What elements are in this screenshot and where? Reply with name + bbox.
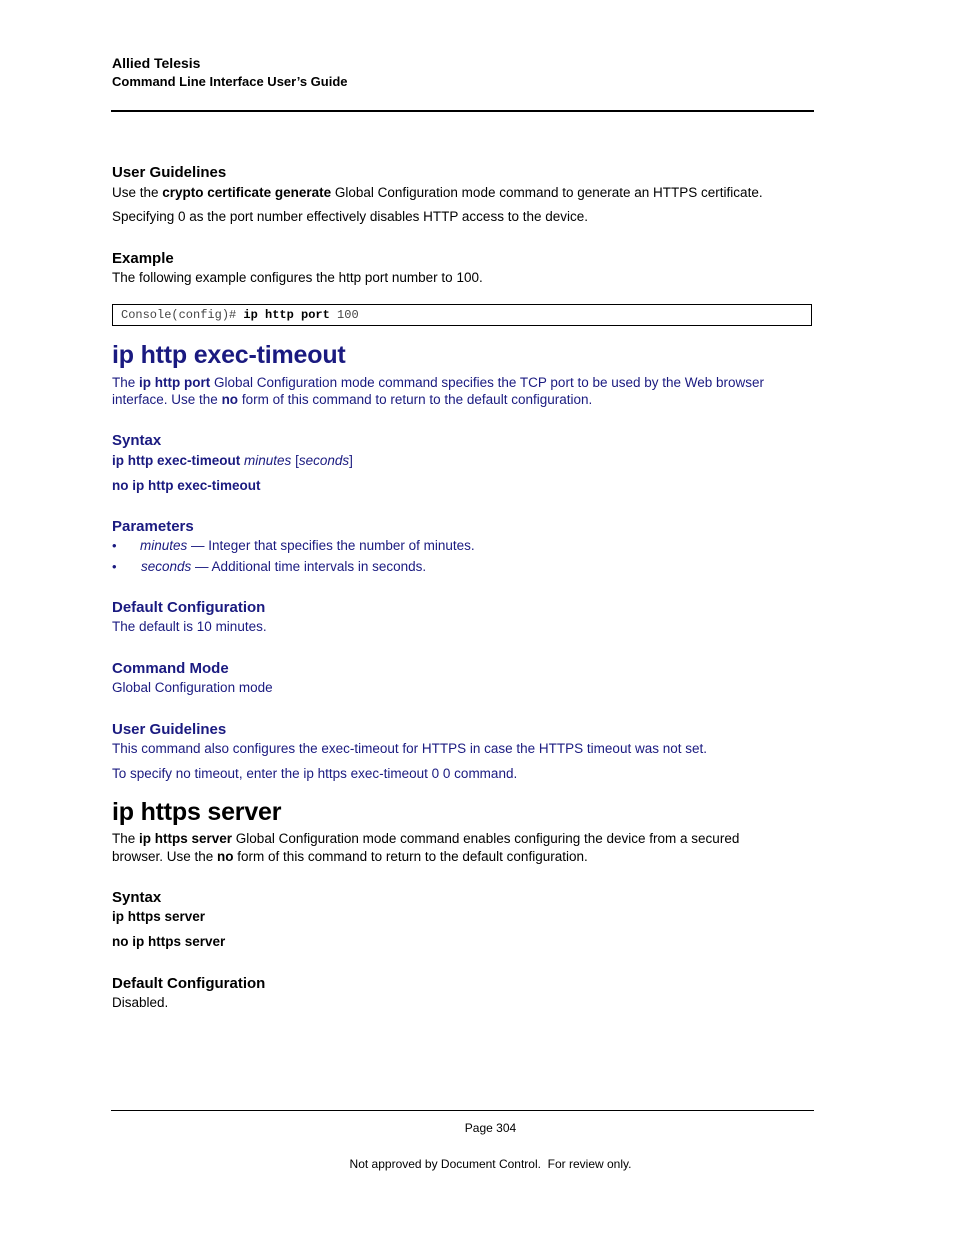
default-config-heading: Default Configuration	[112, 599, 266, 616]
user-guidelines-text2: To specify no timeout, enter the ip https exec-timeout 0 0 command.	[112, 766, 518, 781]
user-guidelines-heading: User Guidelines	[112, 164, 227, 181]
example-heading: Example	[112, 250, 174, 267]
bullet-icon: •	[112, 538, 117, 553]
user-guidelines-heading: User Guidelines	[112, 721, 227, 738]
guide-title: Command Line Interface User’s Guide	[112, 74, 348, 89]
default-config-text: Disabled.	[112, 995, 169, 1010]
syntax-line1: ip http exec-timeout minutes [seconds]	[112, 453, 353, 468]
review-note: Not approved by Document Control. For review only.	[349, 1157, 632, 1171]
example-text: The following example configures the http port number to 100.	[112, 270, 483, 285]
section-title-exec-timeout: ip http exec-timeout	[112, 341, 346, 369]
bullet-icon: •	[112, 559, 117, 574]
command-mode-heading: Command Mode	[112, 660, 229, 677]
https-server-desc-line2: browser. Use the no form of this command to return to the default configuration.	[112, 849, 588, 864]
syntax-line2: no ip http exec-timeout	[112, 478, 261, 493]
exec-timeout-desc-line1: The ip http port Global Configuration mode command specifies the TCP port to be used by the Web browser	[112, 375, 765, 390]
page-number: Page 304	[464, 1121, 517, 1135]
syntax-heading: Syntax	[112, 432, 162, 449]
user-guidelines-line1: Use the crypto certificate generate Global Configuration mode command to generate an HTTPS certificate.	[112, 185, 763, 200]
default-config-text: The default is 10 minutes.	[112, 619, 267, 634]
exec-timeout-desc-line2: interface. Use the no form of this command to return to the default configuration.	[112, 392, 593, 407]
param-seconds: seconds — Additional time intervals in seconds.	[141, 559, 427, 574]
company-name: Allied Telesis	[112, 55, 201, 71]
user-guidelines-text1: This command also configures the exec-timeout for HTTPS in case the HTTPS timeout was not set.	[112, 741, 707, 756]
user-guidelines-line2: Specifying 0 as the port number effectively disables HTTP access to the device.	[112, 209, 588, 224]
command-mode-text: Global Configuration mode	[112, 680, 273, 695]
https-server-desc-line1: The ip https server Global Configuration mode command enables configuring the device from a secured	[112, 831, 740, 846]
header-rule	[111, 110, 814, 112]
section-title-https-server: ip https server	[112, 798, 282, 826]
param-minutes: minutes — Integer that specifies the number of minutes.	[140, 538, 475, 553]
default-config-heading: Default Configuration	[112, 975, 266, 992]
parameters-heading: Parameters	[112, 518, 194, 535]
code-example: Console(config)# ip http port 100	[112, 304, 812, 326]
syntax-line2: no ip https server	[112, 934, 226, 949]
syntax-heading: Syntax	[112, 889, 162, 906]
footer-rule	[111, 1110, 814, 1111]
syntax-line1: ip https server	[112, 909, 206, 924]
